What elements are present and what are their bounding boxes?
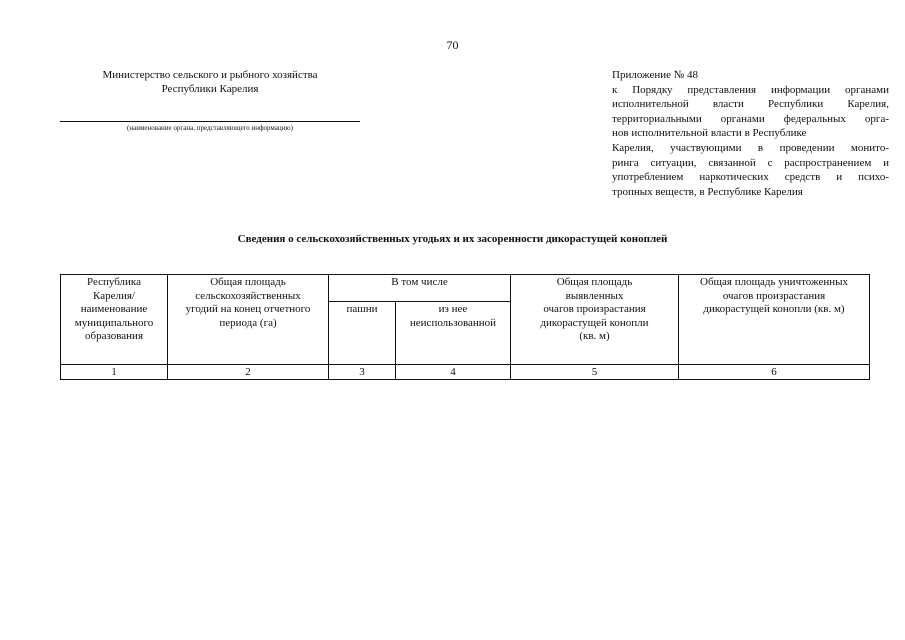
agricultural-land-table	[60, 274, 870, 380]
table-header-row	[61, 275, 870, 302]
header-arable-land: пашни	[329, 302, 396, 365]
organization-name	[60, 68, 360, 96]
appendix-line: тропных веществ, в Республике Карелия	[612, 185, 803, 198]
header-including: В том числе	[329, 275, 511, 302]
organization-line-2: Республики Карелия	[161, 83, 259, 95]
document-title: Сведения о сельскохозяйственных угодьях и их засоренности дикорастущей коноплей	[237, 233, 668, 245]
header-detected-foci-area: Общая площадь выявленных очагов произрастания дикорастущей конопли (кв. м)	[511, 275, 679, 365]
header-municipality: Республика Карелия/ наименование муниципального образования	[61, 275, 168, 365]
page-number: 70	[446, 38, 459, 52]
column-number: 2	[168, 365, 329, 380]
column-number: 5	[511, 365, 679, 380]
table-row	[61, 365, 870, 380]
column-number: 3	[329, 365, 396, 380]
appendix-line: ринга ситуации, связанной с распространением и	[612, 156, 889, 169]
column-number: 4	[396, 365, 511, 380]
organization-signature-line	[60, 121, 360, 122]
appendix-line: исполнительной власти Республики Карелия,	[612, 98, 889, 111]
appendix-title: Приложение № 48	[612, 69, 699, 81]
header-unused-arable-land: из нее неиспользованной	[396, 302, 511, 365]
header-total-agricultural-area: Общая площадь сельскохозяйственных угодий на конец отчетного периода (га)	[168, 275, 329, 365]
appendix-line: к Порядку представления информации органами	[612, 83, 889, 96]
appendix-line: нов исполнительной власти в Республике	[612, 127, 807, 140]
appendix-line: употреблением наркотических средств и психо-	[612, 171, 889, 184]
appendix-line: Карелия, участвующими в проведении монито-	[612, 141, 889, 154]
column-number: 6	[679, 365, 870, 380]
header-destroyed-foci-area: Общая площадь уничтоженных очагов произрастания дикорастущей конопли (кв. м)	[679, 275, 870, 365]
organization-line-1: Министерство сельского и рыбного хозяйства	[102, 69, 318, 81]
appendix-line: территориальными органами федеральных орга-	[612, 112, 889, 125]
appendix-note	[612, 68, 889, 199]
organization-caption: (наименование органа, представляющего информацию)	[127, 124, 293, 132]
column-number: 1	[61, 365, 168, 380]
